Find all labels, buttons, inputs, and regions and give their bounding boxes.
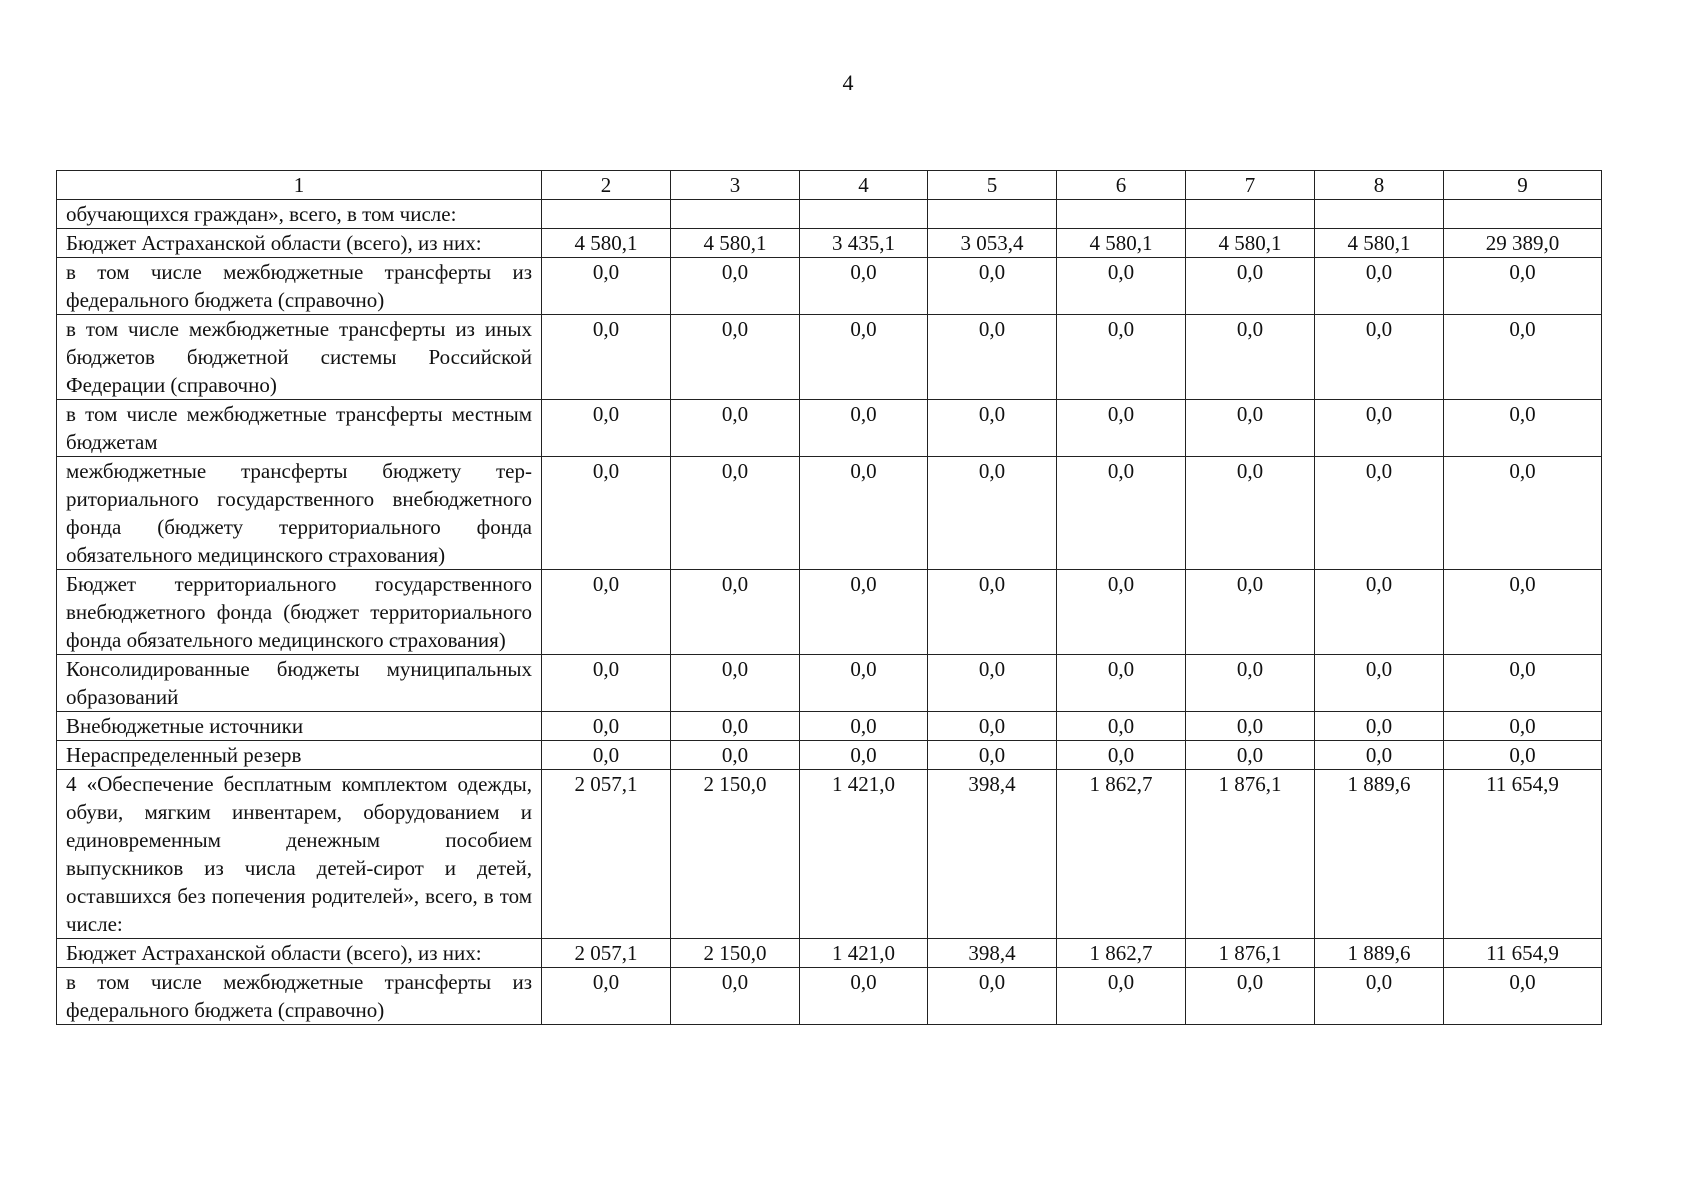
value-cell: 0,0 xyxy=(1444,258,1602,315)
column-header: 1 xyxy=(57,171,542,200)
value-cell: 0,0 xyxy=(671,968,800,1025)
value-cell: 0,0 xyxy=(671,570,800,655)
column-header: 8 xyxy=(1315,171,1444,200)
value-cell: 0,0 xyxy=(1186,741,1315,770)
table-row xyxy=(57,570,1602,655)
value-cell: 0,0 xyxy=(800,741,928,770)
value-cell: 0,0 xyxy=(1186,258,1315,315)
value-cell: 0,0 xyxy=(800,712,928,741)
value-cell: 0,0 xyxy=(1186,457,1315,570)
value-cell: 0,0 xyxy=(1057,258,1186,315)
value-cell: 0,0 xyxy=(800,570,928,655)
value-cell: 0,0 xyxy=(542,315,671,400)
value-cell: 2 057,1 xyxy=(542,939,671,968)
value-cell: 0,0 xyxy=(800,457,928,570)
value-cell: 11 654,9 xyxy=(1444,939,1602,968)
value-cell: 0,0 xyxy=(671,741,800,770)
value-cell: 398,4 xyxy=(928,770,1057,939)
value-cell: 3 053,4 xyxy=(928,229,1057,258)
value-cell: 0,0 xyxy=(1057,741,1186,770)
value-cell: 1 876,1 xyxy=(1186,939,1315,968)
value-cell xyxy=(800,200,928,229)
value-cell: 0,0 xyxy=(1444,400,1602,457)
row-label: Внебюджетные источники xyxy=(57,712,542,741)
table-body xyxy=(57,200,1602,1025)
row-label: Консолидированные бюджеты муниципальных образований xyxy=(57,655,542,712)
table-row xyxy=(57,258,1602,315)
table-row xyxy=(57,457,1602,570)
value-cell: 398,4 xyxy=(928,939,1057,968)
value-cell: 0,0 xyxy=(1186,655,1315,712)
value-cell: 0,0 xyxy=(1444,457,1602,570)
value-cell: 0,0 xyxy=(1315,655,1444,712)
row-label: Бюджет Астраханской области (всего), из них: xyxy=(57,939,542,968)
table-row xyxy=(57,968,1602,1025)
value-cell: 0,0 xyxy=(671,315,800,400)
page-number: 4 xyxy=(842,70,854,95)
value-cell: 0,0 xyxy=(1315,570,1444,655)
value-cell: 0,0 xyxy=(1444,741,1602,770)
value-cell: 0,0 xyxy=(800,968,928,1025)
column-header: 2 xyxy=(542,171,671,200)
value-cell: 0,0 xyxy=(1315,400,1444,457)
row-label: в том числе межбюджетные трансферты из иных бюджетов бюджетной системы Российской Федерации (справочно) xyxy=(57,315,542,400)
value-cell: 0,0 xyxy=(1444,315,1602,400)
value-cell: 3 435,1 xyxy=(800,229,928,258)
value-cell: 0,0 xyxy=(1444,655,1602,712)
column-header: 5 xyxy=(928,171,1057,200)
value-cell: 0,0 xyxy=(1315,315,1444,400)
value-cell: 2 150,0 xyxy=(671,939,800,968)
value-cell: 0,0 xyxy=(1186,315,1315,400)
value-cell: 0,0 xyxy=(542,968,671,1025)
value-cell: 0,0 xyxy=(1057,655,1186,712)
value-cell: 0,0 xyxy=(928,315,1057,400)
value-cell: 0,0 xyxy=(1186,570,1315,655)
value-cell: 0,0 xyxy=(1057,712,1186,741)
value-cell: 0,0 xyxy=(542,741,671,770)
value-cell: 4 580,1 xyxy=(1186,229,1315,258)
value-cell: 2 150,0 xyxy=(671,770,800,939)
table-row xyxy=(57,400,1602,457)
value-cell: 0,0 xyxy=(928,968,1057,1025)
value-cell: 1 889,6 xyxy=(1315,939,1444,968)
table-header-row xyxy=(57,171,1602,200)
value-cell: 1 862,7 xyxy=(1057,770,1186,939)
value-cell: 0,0 xyxy=(800,258,928,315)
value-cell: 0,0 xyxy=(671,712,800,741)
value-cell: 0,0 xyxy=(928,712,1057,741)
column-header: 9 xyxy=(1444,171,1602,200)
value-cell: 0,0 xyxy=(1315,258,1444,315)
value-cell: 0,0 xyxy=(928,741,1057,770)
value-cell: 0,0 xyxy=(542,400,671,457)
value-cell: 0,0 xyxy=(1057,400,1186,457)
value-cell: 0,0 xyxy=(542,655,671,712)
row-label: обучающихся граждан», всего, в том числе: xyxy=(57,200,542,229)
value-cell: 0,0 xyxy=(1315,968,1444,1025)
table-row xyxy=(57,655,1602,712)
value-cell: 29 389,0 xyxy=(1444,229,1602,258)
value-cell: 0,0 xyxy=(1186,400,1315,457)
value-cell: 0,0 xyxy=(928,258,1057,315)
table-row xyxy=(57,770,1602,939)
value-cell xyxy=(671,200,800,229)
value-cell: 0,0 xyxy=(1315,457,1444,570)
row-label: в том числе межбюджетные трансферты из федерального бюджета (справочно) xyxy=(57,258,542,315)
value-cell: 0,0 xyxy=(542,712,671,741)
value-cell xyxy=(928,200,1057,229)
column-header: 7 xyxy=(1186,171,1315,200)
value-cell: 2 057,1 xyxy=(542,770,671,939)
row-label: 4 «Обеспечение бесплатным комплектом одежды, обуви, мягким инвентарем, оборудованием и единовременным денежным пособием выпускников из числа детей-сирот и детей, оставшихся без попечения родителей», всего, в том числе: xyxy=(57,770,542,939)
value-cell: 0,0 xyxy=(542,570,671,655)
value-cell: 1 862,7 xyxy=(1057,939,1186,968)
value-cell: 0,0 xyxy=(928,457,1057,570)
value-cell: 0,0 xyxy=(800,315,928,400)
value-cell: 0,0 xyxy=(671,400,800,457)
value-cell: 0,0 xyxy=(928,655,1057,712)
value-cell: 0,0 xyxy=(928,400,1057,457)
value-cell: 0,0 xyxy=(1057,570,1186,655)
value-cell: 1 421,0 xyxy=(800,939,928,968)
row-label: межбюджетные трансферты бюджету территориального государственного внебюджетного фонда (бюджету территориального фонда обязательного медицинского страхования) xyxy=(57,457,542,570)
value-cell xyxy=(1444,200,1602,229)
row-label: в том числе межбюджетные трансферты местным бюджетам xyxy=(57,400,542,457)
value-cell: 0,0 xyxy=(1444,712,1602,741)
value-cell: 0,0 xyxy=(928,570,1057,655)
value-cell: 11 654,9 xyxy=(1444,770,1602,939)
value-cell: 0,0 xyxy=(800,400,928,457)
column-header: 4 xyxy=(800,171,928,200)
value-cell: 0,0 xyxy=(800,655,928,712)
row-label: в том числе межбюджетные трансферты из федерального бюджета (справочно) xyxy=(57,968,542,1025)
value-cell: 0,0 xyxy=(1444,968,1602,1025)
table-row xyxy=(57,712,1602,741)
value-cell: 0,0 xyxy=(1315,712,1444,741)
value-cell: 0,0 xyxy=(1057,315,1186,400)
row-label: Бюджет Астраханской области (всего), из них: xyxy=(57,229,542,258)
value-cell: 4 580,1 xyxy=(1315,229,1444,258)
value-cell xyxy=(1315,200,1444,229)
value-cell xyxy=(1057,200,1186,229)
column-header: 3 xyxy=(671,171,800,200)
budget-table xyxy=(56,170,1602,1025)
value-cell: 0,0 xyxy=(1315,741,1444,770)
table-row xyxy=(57,200,1602,229)
value-cell: 1 876,1 xyxy=(1186,770,1315,939)
value-cell: 0,0 xyxy=(671,457,800,570)
value-cell: 1 421,0 xyxy=(800,770,928,939)
value-cell: 0,0 xyxy=(671,655,800,712)
table-row xyxy=(57,741,1602,770)
table-row xyxy=(57,229,1602,258)
value-cell: 1 889,6 xyxy=(1315,770,1444,939)
value-cell: 0,0 xyxy=(1186,712,1315,741)
value-cell xyxy=(1186,200,1315,229)
table-row xyxy=(57,315,1602,400)
value-cell: 0,0 xyxy=(671,258,800,315)
value-cell: 0,0 xyxy=(542,258,671,315)
value-cell: 0,0 xyxy=(1186,968,1315,1025)
value-cell: 4 580,1 xyxy=(671,229,800,258)
value-cell: 0,0 xyxy=(1444,570,1602,655)
value-cell: 4 580,1 xyxy=(1057,229,1186,258)
value-cell: 0,0 xyxy=(1057,457,1186,570)
value-cell xyxy=(542,200,671,229)
value-cell: 4 580,1 xyxy=(542,229,671,258)
row-label: Нераспределенный резерв xyxy=(57,741,542,770)
column-header: 6 xyxy=(1057,171,1186,200)
table-row xyxy=(57,939,1602,968)
value-cell: 0,0 xyxy=(542,457,671,570)
value-cell: 0,0 xyxy=(1057,968,1186,1025)
row-label: Бюджет территориального государственного внебюджетного фонда (бюджет территориального фонда обязательного медицинского страхования) xyxy=(57,570,542,655)
